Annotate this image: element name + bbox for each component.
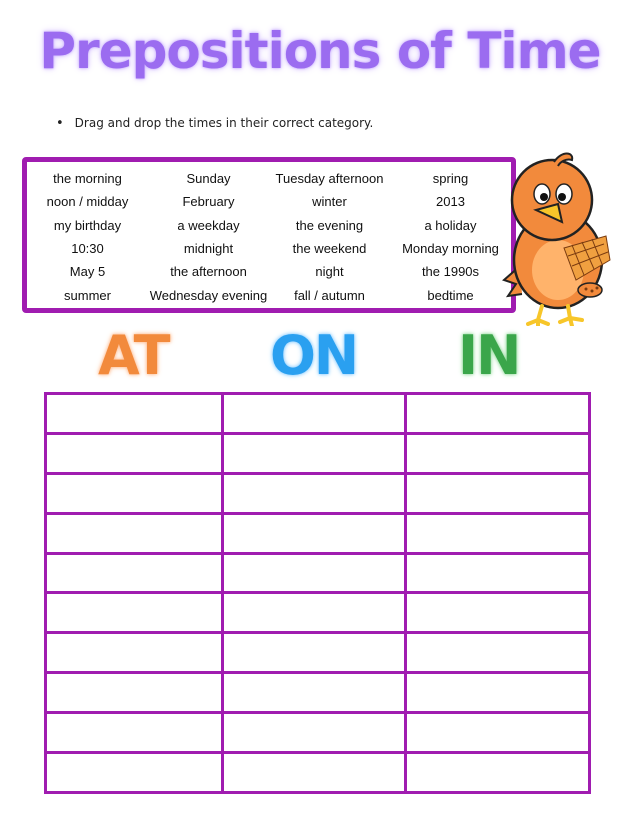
word-tile[interactable]: the afternoon: [170, 264, 247, 280]
drop-zone-at[interactable]: [46, 553, 223, 593]
worksheet-title: Prepositions of Time: [39, 22, 601, 80]
word-bank: [22, 157, 516, 313]
word-tile[interactable]: February: [182, 194, 235, 210]
word-tile[interactable]: Sunday: [186, 171, 231, 186]
answer-row: [46, 593, 590, 633]
answer-table: [44, 392, 591, 794]
drop-zone-at[interactable]: [46, 513, 223, 553]
word-tile[interactable]: Tuesday afternoon: [275, 171, 384, 186]
word-tile[interactable]: spring: [432, 171, 469, 186]
word-tile[interactable]: 2013: [436, 194, 465, 210]
word-tile[interactable]: 10:30: [71, 240, 104, 256]
drop-zone-on[interactable]: [223, 513, 406, 553]
answer-row: [46, 553, 590, 593]
word-tile[interactable]: fall / autumn: [294, 287, 365, 303]
drop-zone-at[interactable]: [46, 593, 223, 633]
drop-zone-at[interactable]: [46, 633, 223, 673]
word-tile[interactable]: noon / midday: [46, 194, 129, 210]
word-tile[interactable]: Wednesday evening: [149, 287, 268, 303]
drop-zone-in[interactable]: [406, 513, 590, 553]
word-tile[interactable]: a holiday: [424, 217, 477, 233]
drop-zone-on[interactable]: [223, 433, 406, 473]
answer-row: [46, 433, 590, 473]
answer-row: [46, 713, 590, 753]
word-tile[interactable]: a weekday: [177, 217, 240, 233]
category-heading-at: AT: [98, 324, 169, 387]
word-tile[interactable]: night: [315, 264, 344, 280]
drop-zone-on[interactable]: [223, 633, 406, 673]
bird-icon: [502, 148, 614, 326]
category-heading-in: IN: [458, 324, 520, 387]
word-tile[interactable]: midnight: [183, 240, 234, 256]
word-tile[interactable]: the 1990s: [421, 264, 480, 280]
word-tile[interactable]: the evening: [295, 217, 364, 233]
drop-zone-at[interactable]: [46, 713, 223, 753]
word-tile[interactable]: my birthday: [53, 217, 122, 233]
drop-zone-in[interactable]: [406, 433, 590, 473]
answer-row: [46, 673, 590, 713]
word-tile[interactable]: bedtime: [427, 287, 474, 303]
category-heading-on: ON: [270, 324, 358, 387]
answer-row: [46, 473, 590, 513]
word-tile[interactable]: summer: [64, 287, 111, 303]
drop-zone-on[interactable]: [223, 713, 406, 753]
drop-zone-in[interactable]: [406, 593, 590, 633]
word-tile[interactable]: Monday morning: [402, 240, 499, 256]
drop-zone-at[interactable]: [46, 673, 223, 713]
drop-zone-at[interactable]: [46, 433, 223, 473]
bullet-icon: •: [56, 116, 64, 131]
drop-zone-in[interactable]: [406, 394, 590, 434]
drop-zone-on[interactable]: [223, 473, 406, 513]
drop-zone-on[interactable]: [223, 553, 406, 593]
answer-row: [46, 753, 590, 793]
drop-zone-in[interactable]: [406, 553, 590, 593]
drop-zone-at[interactable]: [46, 394, 223, 434]
word-tile[interactable]: the weekend: [292, 240, 367, 256]
drop-zone-in[interactable]: [406, 673, 590, 713]
drop-zone-in[interactable]: [406, 473, 590, 513]
answer-row: [46, 633, 590, 673]
answer-row: [46, 394, 590, 434]
word-tile[interactable]: the morning: [53, 171, 122, 186]
drop-zone-at[interactable]: [46, 753, 223, 793]
drop-zone-at[interactable]: [46, 473, 223, 513]
instruction-text: Drag and drop the times in their correct category.: [74, 116, 374, 130]
word-tile[interactable]: winter: [312, 194, 347, 210]
answer-row: [46, 513, 590, 553]
drop-zone-on[interactable]: [223, 394, 406, 434]
instruction: [56, 116, 373, 131]
word-tile[interactable]: May 5: [69, 264, 106, 280]
drop-zone-on[interactable]: [223, 753, 406, 793]
drop-zone-on[interactable]: [223, 673, 406, 713]
drop-zone-in[interactable]: [406, 753, 590, 793]
drop-zone-in[interactable]: [406, 713, 590, 753]
drop-zone-on[interactable]: [223, 593, 406, 633]
drop-zone-in[interactable]: [406, 633, 590, 673]
